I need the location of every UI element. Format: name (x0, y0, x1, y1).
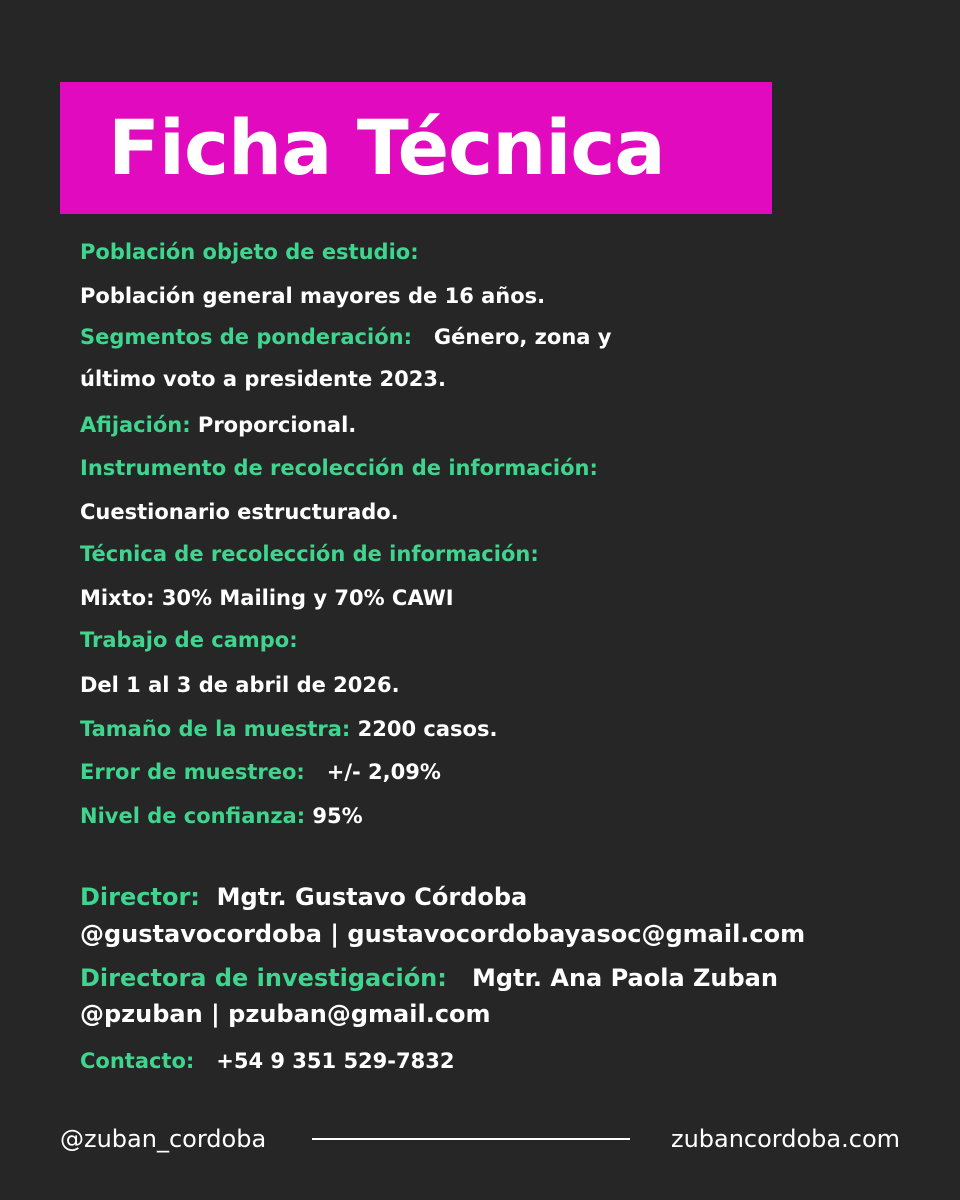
director-row (80, 882, 527, 912)
trabajo-value: Del 1 al 3 de abril de 2026. (80, 673, 400, 697)
contacto-label: Contacto: (80, 1049, 195, 1073)
trabajo-label: Trabajo de campo: (80, 628, 298, 652)
directora-label: Directora de investigación: (80, 964, 447, 992)
afijacion-label: Afijación: (80, 413, 191, 437)
poblacion-value-row (80, 281, 545, 311)
page-title: Ficha Técnica (108, 103, 665, 192)
confianza-row (80, 801, 363, 831)
instrumento-row (80, 453, 598, 483)
muestra-value: 2200 casos. (357, 717, 498, 741)
instrumento-label: Instrumento de recolección de información: (80, 456, 598, 480)
poblacion-row (80, 237, 419, 267)
error-row (80, 757, 441, 787)
tecnica-value: Mixto: 30% Mailing y 70% CAWI (80, 586, 454, 610)
afijacion-row (80, 410, 356, 440)
segmentos-value-row (80, 364, 446, 394)
poblacion-label: Población objeto de estudio: (80, 240, 419, 264)
directora-row (80, 963, 778, 993)
contacto-phone: +54 9 351 529-7832 (216, 1049, 455, 1073)
muestra-label: Tamaño de la muestra: (80, 717, 351, 741)
instrumento-value: Cuestionario estructurado. (80, 500, 399, 524)
error-label: Error de muestreo: (80, 760, 305, 784)
director-name: Mgtr. Gustavo Córdoba (216, 883, 528, 911)
title-banner (60, 82, 772, 214)
segmentos-label: Segmentos de ponderación: (80, 325, 412, 349)
muestra-row (80, 714, 497, 744)
trabajo-value-row (80, 670, 400, 700)
confianza-label: Nivel de confianza: (80, 804, 306, 828)
footer-divider (312, 1138, 630, 1140)
directora-contact: @pzuban | pzuban@gmail.com (80, 1000, 491, 1028)
footer-handle: @zuban_cordoba (60, 1125, 267, 1153)
segmentos-value: Género, zona y (433, 325, 612, 349)
contacto-row (80, 1046, 454, 1076)
instrumento-value-row (80, 497, 399, 527)
poblacion-value: Población general mayores de 16 años. (80, 284, 546, 308)
director-label: Director: (80, 883, 200, 911)
tecnica-value-row (80, 583, 454, 613)
error-value: +/- 2,09% (326, 760, 441, 784)
footer-website: zubancordoba.com (670, 1125, 900, 1153)
segmentos-row (80, 322, 611, 352)
director-contact: @gustavocordoba | gustavocordobayasoc@gmail.com (80, 920, 806, 948)
trabajo-row (80, 625, 298, 655)
director-contact-row (80, 919, 805, 949)
directora-contact-row (80, 999, 491, 1029)
segmentos-value-continued: último voto a presidente 2023. (80, 367, 446, 391)
tecnica-row (80, 539, 539, 569)
directora-name: Mgtr. Ana Paola Zuban (471, 964, 778, 992)
afijacion-value: Proporcional. (197, 413, 357, 437)
confianza-value: 95% (312, 804, 363, 828)
tecnica-label: Técnica de recolección de información: (80, 542, 539, 566)
